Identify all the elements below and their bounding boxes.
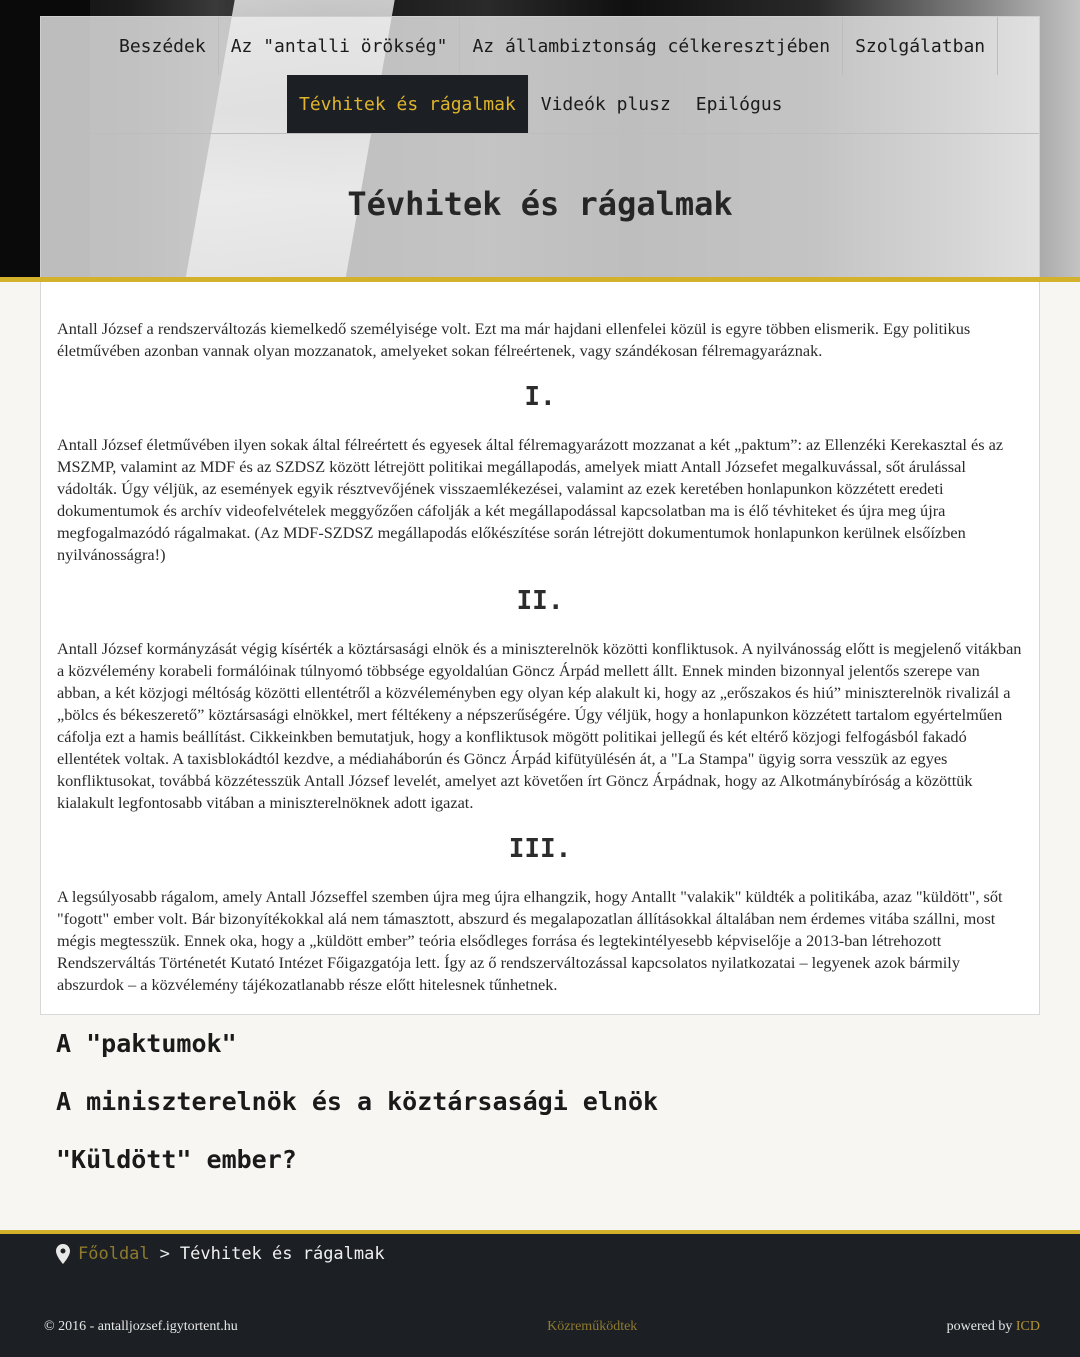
breadcrumb-current: Tévhitek és rágalmak: [179, 1244, 385, 1264]
link-kuldott-ember[interactable]: "Küldött" ember?: [56, 1145, 297, 1174]
section-paragraph-1: Antall József életművében ilyen sokak által félreértett és egyesek által félremagyarázott mozzanat a két „paktum”: az Ellenzéki Kerekasztal és az MSZMP, valamint az MDF és az SZDSZ között létrejött politikai megállapodás, amelyek miatt Antall Józsefet megalkuvással, sőt árulással vádolták. Úgy véljük, az események egyik résztvevőjének visszaemlékezései, valamint az ezek keretében honlapunkon közzétett eredeti dokumentumok és archív videofelvételek meggyőzően cáfolják a két megállapodással kapcsolatban ma is élő tévhiteket és újra meg újra megfogalmazódó rágalmakat. (Az MDF-SZDSZ megállapodás előkészítése során létrejött dokumentumok honlapunkon kerülnek elsőízben nyilvánosságra!): [57, 435, 1004, 564]
breadcrumb-home-link[interactable]: Főoldal: [78, 1244, 150, 1264]
hero-banner: [0, 0, 1080, 280]
nav-item-beszedek[interactable]: Beszédek: [107, 17, 219, 75]
contributors-link[interactable]: Közreműködtek: [547, 1319, 638, 1334]
breadcrumb: [56, 1244, 385, 1264]
section-heading-1: I.: [524, 382, 556, 412]
subpage-links: [56, 1027, 658, 1201]
link-paktumok[interactable]: A "paktumok": [56, 1029, 237, 1058]
link-miniszterelnok-elnok[interactable]: A miniszterelnök és a köztársasági elnök: [56, 1087, 659, 1116]
nav-item-epilogus[interactable]: Epilógus: [695, 93, 783, 115]
nav-item-allambiztonsag[interactable]: Az állambiztonság célkeresztjében: [460, 17, 843, 75]
section-paragraph-2: Antall József kormányzását végig kísérték a köztársasági elnök és a miniszterelnök közötti konfliktusok. A nyilvánosság előtt is megjelenő vitákban a közvélemény korabeli formálóinak túlnyomó többsége egyoldalúan Göncz Árpád mellett állt. Ennek minden bizonnyal jelentős szerepe van abban, a két közjogi méltóság közötti ellentétről a közvéleményben egy olyan kép alakult ki, hogy az „erőszakos és hiú” miniszterelnök rivalizál a „bölcs és békeszerető” köztársasági elnökkel, mert féltékeny a népszerűségére. Úgy véljük, hogy a honlapunkon közzétett tartalom egyértelműen cáfolja ezt a hamis beállítást. Cikkeinkben bemutatjuk, hogy a konfliktusok mögött politikai jellegű és két eltérő közjogi felfogásból fakadó ellentétek voltak. A taxisblokádtól kezdve, a médiaháborún és Göncz Árpád kifütyülésén át, a "La Stampa" ügyig sorra vesszük az egyes konfliktusokat, továbbá közzétesszük Antall József levelét, amelyet azt követően írt Göncz Árpádnak, hogy az Alkotmánybíróság a közöttük kialakult legfontosabb vitában a miniszterelnöknek adott igazat.: [57, 639, 1022, 812]
nav-item-antalli-orokseg[interactable]: Az "antalli örökség": [219, 17, 461, 75]
location-pin-icon: [56, 1244, 70, 1264]
copyright-text: © 2016 - antalljozsef.igytortent.hu: [44, 1319, 238, 1334]
main-nav-row-2: [287, 75, 795, 133]
icd-link[interactable]: ICD: [1015, 1319, 1040, 1334]
section-paragraph-3: A legsúlyosabb rágalom, amely Antall Józseffel szemben újra meg újra elhangzik, hogy Antallt "valakik" küldték a politikába, azaz "küldött", sőt "fogott" ember volt. Bár bizonyítékokkal alá nem támasztott, abszurd és megalapozatlan állításokkal általában nem érdemes vitába szállni, most mégis megtesszük. Ennek oka, hogy a „küldött ember” teória elsődleges forrása és legtekintélyesebb képviselője a 2013-ban létrehozott Rendszerváltás Történetét Kutató Intézet Főigazgatója lett. Így az ő rendszerváltozással kapcsolatos nyilatkozatai – legyenek azok bármily abszurdok – a közvélemény tájékozatlanabb része előtt hitelesnek tűnhetnek.: [57, 887, 1003, 994]
powered-by: [947, 1319, 1040, 1335]
section-heading-3: III.: [508, 834, 572, 864]
header-panel: [40, 16, 1040, 280]
nav-item-videok-plusz[interactable]: Videók plusz: [529, 75, 684, 133]
nav-item-szolgalatban[interactable]: Szolgálatban: [843, 17, 998, 75]
powered-by-label: powered by: [946, 1319, 1013, 1334]
breadcrumb-separator: >: [159, 1244, 170, 1264]
main-nav-row-1: [107, 17, 998, 75]
page-title: Tévhitek és rágalmak: [347, 185, 733, 223]
nav-item-tevhitek-active[interactable]: Tévhitek és rágalmak: [287, 75, 529, 133]
footer: [0, 1230, 1080, 1357]
footer-accent-line: [0, 1230, 1080, 1234]
section-heading-2: II.: [516, 586, 564, 616]
article-content: [40, 282, 1040, 1015]
intro-paragraph: Antall József a rendszerváltozás kiemelkedő személyisége volt. Ezt ma már hajdani ellenfelei közül is egyre többen elismerik. Egy politikus életművében azonban vannak olyan mozzanatok, amelyeket sokan félreértenek, vagy szándékosan félremagyaráznak.: [57, 319, 971, 360]
nav-divider: [41, 133, 1039, 134]
footer-bottom-bar: [44, 1319, 1040, 1335]
